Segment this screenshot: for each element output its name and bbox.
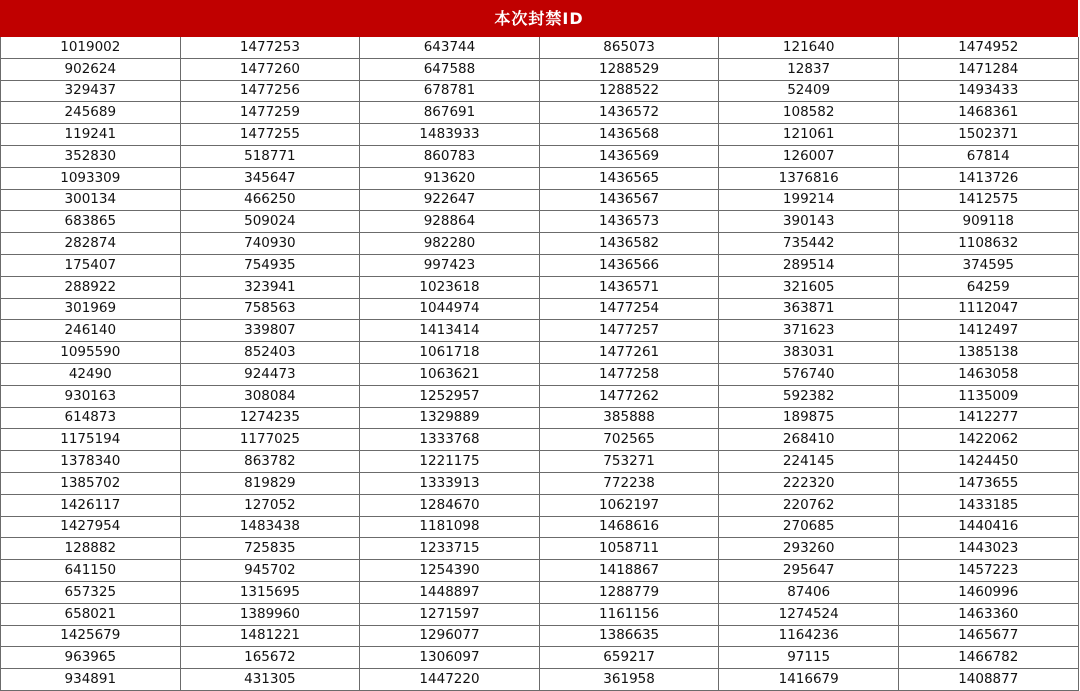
table-cell[interactable]: 245689 [1,102,181,124]
table-cell[interactable]: 466250 [180,189,360,211]
table-cell[interactable]: 1477256 [180,80,360,102]
table-cell[interactable]: 270685 [719,516,899,538]
table-cell[interactable]: 1427954 [1,516,181,538]
table-cell[interactable]: 121061 [719,124,899,146]
table-row [1,58,1079,80]
table-cell[interactable]: 1477259 [180,102,360,124]
table-cell[interactable]: 1252957 [360,385,540,407]
table-cell[interactable]: 1288529 [539,58,719,80]
table-cell[interactable]: 860783 [360,145,540,167]
table-cell[interactable]: 902624 [1,58,181,80]
table-cell[interactable]: 363871 [719,298,899,320]
table-cell[interactable]: 268410 [719,429,899,451]
table-cell[interactable]: 1386635 [539,625,719,647]
table-cell[interactable]: 1463058 [898,363,1078,385]
table-cell[interactable]: 1254390 [360,560,540,582]
table-row [1,37,1079,58]
table-row [1,669,1079,691]
table-cell[interactable]: 1422062 [898,429,1078,451]
table-cell[interactable]: 678781 [360,80,540,102]
table-cell[interactable]: 1412575 [898,189,1078,211]
table-cell[interactable]: 121640 [719,37,899,58]
table-cell[interactable]: 657325 [1,581,181,603]
table-cell[interactable]: 1389960 [180,603,360,625]
table-cell[interactable]: 819829 [180,472,360,494]
table-cell[interactable]: 97115 [719,647,899,669]
table-cell[interactable]: 1481221 [180,625,360,647]
table-row [1,407,1079,429]
table-cell[interactable]: 1474952 [898,37,1078,58]
table-cell[interactable]: 1413414 [360,320,540,342]
table-cell[interactable]: 1274235 [180,407,360,429]
table-cell[interactable]: 758563 [180,298,360,320]
table-cell[interactable]: 1468361 [898,102,1078,124]
table-cell[interactable]: 909118 [898,211,1078,233]
table-cell[interactable]: 702565 [539,429,719,451]
table-cell[interactable]: 1233715 [360,538,540,560]
table-cell[interactable]: 1408877 [898,669,1078,691]
table-cell[interactable]: 199214 [719,189,899,211]
table-cell[interactable]: 383031 [719,342,899,364]
table-cell[interactable]: 12837 [719,58,899,80]
table-cell[interactable]: 614873 [1,407,181,429]
table-cell[interactable]: 659217 [539,647,719,669]
table-row [1,494,1079,516]
table-cell[interactable]: 1385138 [898,342,1078,364]
table-row [1,538,1079,560]
table-row [1,211,1079,233]
table-row [1,342,1079,364]
table-cell[interactable]: 371623 [719,320,899,342]
table-cell[interactable]: 1471284 [898,58,1078,80]
table-cell[interactable]: 641150 [1,560,181,582]
table-cell[interactable]: 518771 [180,145,360,167]
table-cell[interactable]: 1108632 [898,233,1078,255]
table-cell[interactable]: 352830 [1,145,181,167]
table-cell[interactable]: 509024 [180,211,360,233]
table-cell[interactable]: 1413726 [898,167,1078,189]
table-cell[interactable]: 1296077 [360,625,540,647]
table-cell[interactable]: 165672 [180,647,360,669]
table-cell[interactable]: 1436569 [539,145,719,167]
table-cell[interactable]: 300134 [1,189,181,211]
table-cell[interactable]: 390143 [719,211,899,233]
table-cell[interactable]: 1412497 [898,320,1078,342]
table-cell[interactable]: 1477254 [539,298,719,320]
table-cell[interactable]: 1274524 [719,603,899,625]
table-cell[interactable]: 189875 [719,407,899,429]
table-row [1,189,1079,211]
table-row [1,625,1079,647]
table-cell[interactable]: 963965 [1,647,181,669]
table-cell[interactable]: 361958 [539,669,719,691]
table-cell[interactable]: 175407 [1,254,181,276]
table-cell[interactable]: 1412277 [898,407,1078,429]
table-row [1,254,1079,276]
table-row [1,516,1079,538]
table-cell[interactable]: 1460996 [898,581,1078,603]
table-cell[interactable]: 345647 [180,167,360,189]
table-cell[interactable]: 108582 [719,102,899,124]
table-cell[interactable]: 1440416 [898,516,1078,538]
table-cell[interactable]: 42490 [1,363,181,385]
table-cell[interactable]: 1112047 [898,298,1078,320]
table-cell[interactable]: 1288522 [539,80,719,102]
table-cell[interactable]: 1376816 [719,167,899,189]
table-cell[interactable]: 1425679 [1,625,181,647]
table-cell[interactable]: 385888 [539,407,719,429]
table-cell[interactable]: 1483933 [360,124,540,146]
table-cell[interactable]: 1063621 [360,363,540,385]
table-row [1,80,1079,102]
table-cell[interactable]: 431305 [180,669,360,691]
table-cell[interactable]: 1436565 [539,167,719,189]
table-body [1,37,1079,690]
table-cell[interactable]: 924473 [180,363,360,385]
table-cell[interactable]: 308084 [180,385,360,407]
table-cell[interactable]: 1062197 [539,494,719,516]
table-cell[interactable]: 1443023 [898,538,1078,560]
table-cell[interactable]: 1315695 [180,581,360,603]
table-cell[interactable]: 52409 [719,80,899,102]
table-row [1,451,1079,473]
table-row [1,145,1079,167]
table-cell[interactable]: 934891 [1,669,181,691]
table-cell[interactable]: 576740 [719,363,899,385]
table-cell[interactable]: 1436573 [539,211,719,233]
table-cell[interactable]: 1284670 [360,494,540,516]
table-cell[interactable]: 1385702 [1,472,181,494]
table-cell[interactable]: 1436572 [539,102,719,124]
table-cell[interactable]: 928864 [360,211,540,233]
table-cell[interactable]: 1095590 [1,342,181,364]
table-cell[interactable]: 683865 [1,211,181,233]
table-cell[interactable]: 288922 [1,276,181,298]
table-cell[interactable]: 997423 [360,254,540,276]
table-cell[interactable]: 1436571 [539,276,719,298]
table-row [1,102,1079,124]
table-cell[interactable]: 293260 [719,538,899,560]
table-cell[interactable]: 1023618 [360,276,540,298]
table-row [1,276,1079,298]
table-cell[interactable]: 1447220 [360,669,540,691]
table-cell[interactable]: 1221175 [360,451,540,473]
table-cell[interactable]: 1465677 [898,625,1078,647]
table-cell[interactable]: 127052 [180,494,360,516]
table-cell[interactable]: 1424450 [898,451,1078,473]
table-cell[interactable]: 1457223 [898,560,1078,582]
table-cell[interactable]: 1418867 [539,560,719,582]
table-cell[interactable]: 1019002 [1,37,181,58]
table-cell[interactable]: 658021 [1,603,181,625]
table-cell[interactable]: 913620 [360,167,540,189]
table-cell[interactable]: 1416679 [719,669,899,691]
table-cell[interactable]: 323941 [180,276,360,298]
table-cell[interactable]: 1061718 [360,342,540,364]
table-cell[interactable]: 1436566 [539,254,719,276]
table-cell[interactable]: 647588 [360,58,540,80]
table-cell[interactable]: 224145 [719,451,899,473]
table-row [1,298,1079,320]
table-cell[interactable]: 1436568 [539,124,719,146]
table-cell[interactable]: 1477257 [539,320,719,342]
table-cell[interactable]: 1181098 [360,516,540,538]
table-cell[interactable]: 1477255 [180,124,360,146]
table-cell[interactable]: 922647 [360,189,540,211]
table-cell[interactable]: 374595 [898,254,1078,276]
table-cell[interactable]: 1044974 [360,298,540,320]
table-cell[interactable]: 1378340 [1,451,181,473]
table-cell[interactable]: 930163 [1,385,181,407]
table-cell[interactable]: 1493433 [898,80,1078,102]
table-cell[interactable]: 865073 [539,37,719,58]
table-row [1,560,1079,582]
table-cell[interactable]: 1175194 [1,429,181,451]
table-cell[interactable]: 735442 [719,233,899,255]
table-cell[interactable]: 1426117 [1,494,181,516]
table-cell[interactable]: 289514 [719,254,899,276]
table-cell[interactable]: 1433185 [898,494,1078,516]
table-row [1,472,1079,494]
table-cell[interactable]: 1502371 [898,124,1078,146]
table-cell[interactable]: 1477260 [180,58,360,80]
table-row [1,320,1079,342]
table-cell[interactable]: 1483438 [180,516,360,538]
table-cell[interactable]: 1177025 [180,429,360,451]
table-row [1,385,1079,407]
table-cell[interactable]: 1164236 [719,625,899,647]
table-cell[interactable]: 754935 [180,254,360,276]
table-row [1,429,1079,451]
table-cell[interactable]: 1466782 [898,647,1078,669]
table-cell[interactable]: 119241 [1,124,181,146]
table-cell[interactable]: 1306097 [360,647,540,669]
table-row [1,167,1079,189]
table-cell[interactable]: 753271 [539,451,719,473]
table-cell[interactable]: 339807 [180,320,360,342]
table-cell[interactable]: 1093309 [1,167,181,189]
table-cell[interactable]: 852403 [180,342,360,364]
table-cell[interactable]: 643744 [360,37,540,58]
table-cell[interactable]: 220762 [719,494,899,516]
table-cell[interactable]: 67814 [898,145,1078,167]
table-cell[interactable]: 867691 [360,102,540,124]
table-cell[interactable]: 1329889 [360,407,540,429]
table-cell[interactable]: 1477253 [180,37,360,58]
table-row [1,647,1079,669]
table-cell[interactable]: 945702 [180,560,360,582]
table-cell[interactable]: 863782 [180,451,360,473]
table-cell[interactable]: 282874 [1,233,181,255]
table-cell[interactable]: 740930 [180,233,360,255]
table-cell[interactable]: 1161156 [539,603,719,625]
table-cell[interactable]: 592382 [719,385,899,407]
table-cell[interactable]: 128882 [1,538,181,560]
table-cell[interactable]: 1333768 [360,429,540,451]
table-cell[interactable]: 1135009 [898,385,1078,407]
banned-id-table [0,37,1079,691]
table-row [1,233,1079,255]
table-cell[interactable]: 725835 [180,538,360,560]
table-cell[interactable]: 301969 [1,298,181,320]
table-cell[interactable]: 1288779 [539,581,719,603]
table-cell[interactable]: 1271597 [360,603,540,625]
table-cell[interactable]: 1436582 [539,233,719,255]
table-cell[interactable]: 1058711 [539,538,719,560]
table-cell[interactable]: 246140 [1,320,181,342]
table-cell[interactable]: 1477262 [539,385,719,407]
table-cell[interactable]: 295647 [719,560,899,582]
table-cell[interactable]: 126007 [719,145,899,167]
table-cell[interactable]: 222320 [719,472,899,494]
table-title: 本次封禁ID [0,0,1078,37]
table-cell[interactable]: 982280 [360,233,540,255]
table-cell[interactable]: 1463360 [898,603,1078,625]
table-cell[interactable]: 1436567 [539,189,719,211]
table-cell[interactable]: 1468616 [539,516,719,538]
table-cell[interactable]: 64259 [898,276,1078,298]
table-cell[interactable]: 329437 [1,80,181,102]
table-cell[interactable]: 1477261 [539,342,719,364]
table-row [1,603,1079,625]
table-cell[interactable]: 1473655 [898,472,1078,494]
table-cell[interactable]: 87406 [719,581,899,603]
table-cell[interactable]: 1477258 [539,363,719,385]
table-cell[interactable]: 321605 [719,276,899,298]
table-row [1,363,1079,385]
table-row [1,581,1079,603]
table-cell[interactable]: 772238 [539,472,719,494]
table-cell[interactable]: 1448897 [360,581,540,603]
table-row [1,124,1079,146]
table-cell[interactable]: 1333913 [360,472,540,494]
